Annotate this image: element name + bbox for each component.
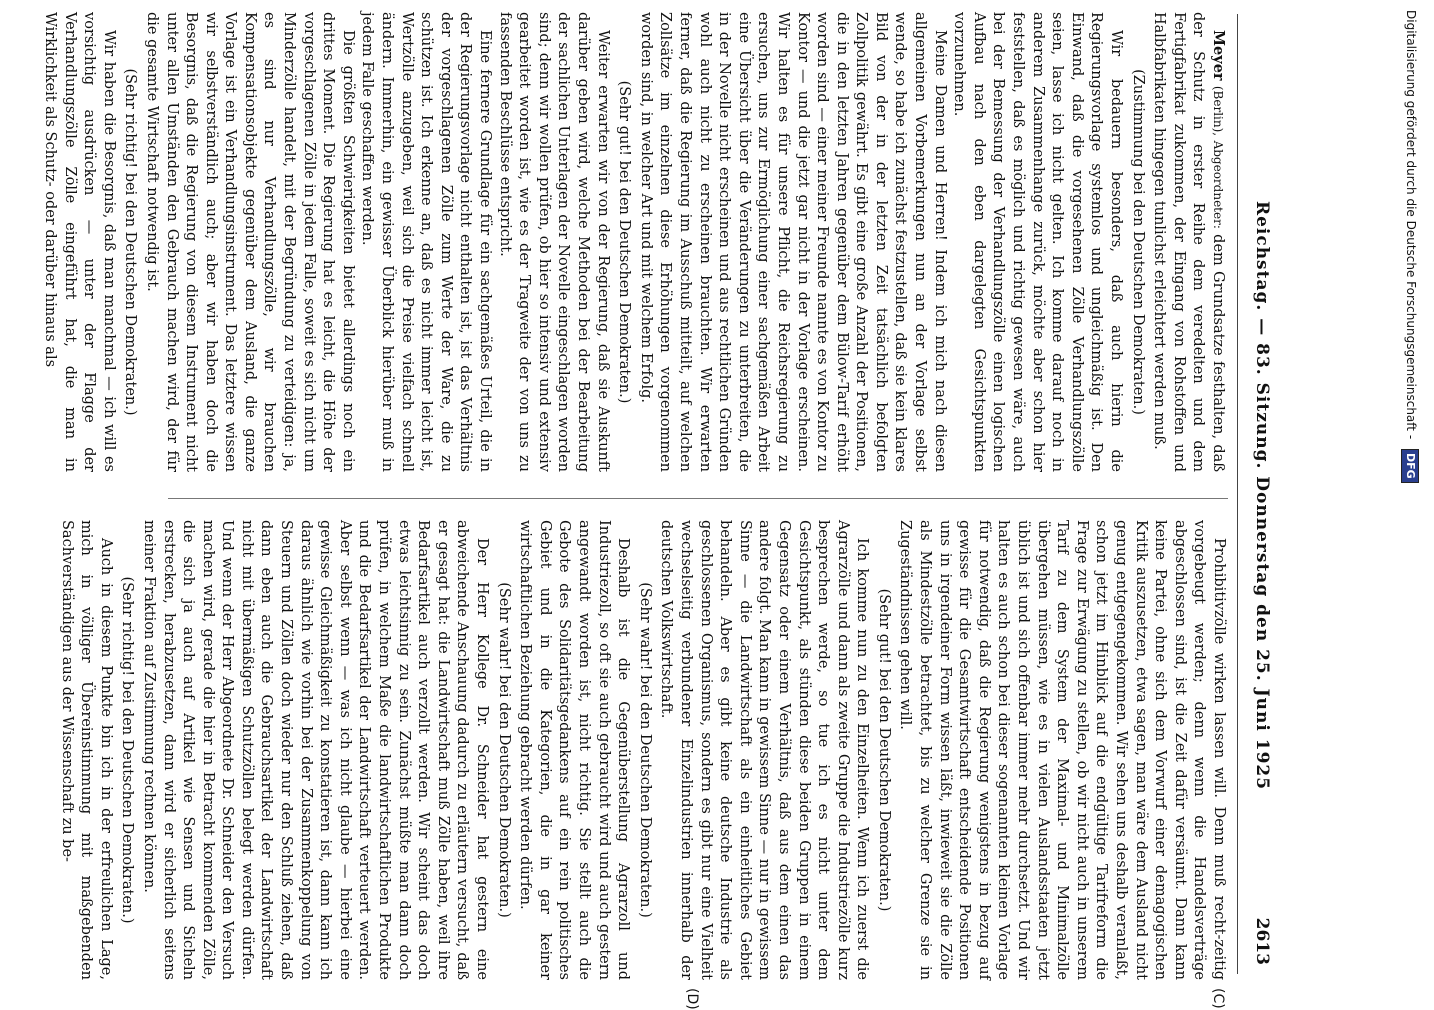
dfg-logo: DFG bbox=[1401, 449, 1419, 483]
interjection: (Sehr richtig! bei den Deutschen Demokraten.) bbox=[122, 68, 139, 416]
paragraph: Auch in diesem Punkte bin ich in der erfreulichen Lage, mich in völliger Übereinstimmung mit maßgebenden Sachverständigen aus der Wissenschaft zu be- bbox=[58, 520, 114, 980]
paragraph: Wir haben die Besorgnis, daß man manchmal — ich will es vorsichtig ausdrücken — unter der Flagge der Verhandlungszölle Zölle eingeführt hat, die man in Wirklichkeit als Schutz- oder darüber hinaus als bbox=[41, 12, 117, 472]
margin-mark-d: (D) bbox=[684, 988, 700, 1010]
margin-mark-c: (C) bbox=[1210, 988, 1226, 1009]
interjection: (Sehr gut! bei den Deutschen Demokraten.) bbox=[616, 80, 633, 404]
header-rule bbox=[1237, 14, 1238, 974]
header-title: Reichstag. — 83. Sitzung. Donnerstag den 25. Juni 1925 bbox=[1252, 200, 1272, 791]
paragraph: Wir bedauern besonders, daß auch hierin die Regierungsvorlage systemlos und ungleichmäßig ist. Den Einwand, daß die vorgesehenen Zölle Verhandlungszölle seien, lasse ich nicht gelten. Ich komme darauf noch in anderem Zusammenhange zurück, möchte aber schon hier feststellen, daß es möglich und richtig gewesen wäre, auch bei der Bemessung der Verhandlungszölle einen logischen Aufbau nach den eben dargelegten Gesichtspunkten vorzunehmen. bbox=[951, 12, 1125, 472]
interjection: (Sehr wahr! bei den Deutschen Demokraten.) bbox=[636, 582, 653, 918]
paragraph-text: dem Grundsatze festhalten, daß der Schutz in erster Reihe dem veredelten und dem Fertigfabrikat zukommen, der Eingang von Rohstoffen und Halbfabrikaten hingegen tunlichst erleichtert werden muß. bbox=[1151, 12, 1226, 473]
interjection: (Zustimmung bei den Deutschen Demokraten.) bbox=[1129, 69, 1146, 415]
speaker-note: (Berlin), Abgeordneter: bbox=[1211, 85, 1225, 229]
page-number: 2613 bbox=[1252, 917, 1272, 965]
paragraph: Eine fernere Grundlage für ein sachgemäßes Urteil, die in der Regierungsvorlage nicht enthalten ist, ist das Verhältnis der vorgeschlagenen Zölle zum Werte der Ware, die zu schützen ist. Ich erkenne an, daß es nicht immer leicht ist, Wertzölle anzugeben, weil sich die Preise vielfach schnell ändern. Immerhin, ein gewisser Überblick hierüber muß in jedem Falle geschaffen werden. bbox=[359, 12, 494, 472]
digitization-credit bbox=[1397, 10, 1425, 992]
paragraph: Ich komme nun zu den Einzelheiten. Wenn ich zuerst die Agrarzölle und dann als zweite Gruppe die Industriezölle kurz besprechen werde, so tue ich es nicht unter dem Gesichtspunkt, als stünden diese beiden Gruppen in einem Gegensatz oder einem Verhältnis, daß aus dem einen das andere folgt. Man kann in gewissem Sinne — nur in gewissem Sinne — die Landwirtschaft als ein einheitliches Gebiet behandeln. Aber es gibt keine deutsche Industrie als geschlossenen Organismus, sondern es gibt nur eine Vielheit wechselseitig verbundener Einzelindustrien innerhalb der deutschen Volkswirtschaft. bbox=[658, 520, 871, 980]
column-divider bbox=[168, 498, 1228, 499]
page-header bbox=[1238, 8, 1278, 983]
speaker-paragraph bbox=[1149, 12, 1228, 472]
interjection: (Sehr wahr! bei den Deutschen Demokraten.) bbox=[495, 582, 512, 918]
paragraph: Der Herr Kollege Dr. Schneider hat gestern eine abweichende Anschauung dadurch zu erläutern versucht, daß er gesagt hat: die Landwirtschaft muß Zölle haben, weil ihre Bedarfsartikel auch verzollt werden. Wir scheint das doch etwas leichtsinnig zu sein. Zunächst müßte man dann doch prüfen, in welchem Maße die landwirtschaftlichen Produkte und die Bedarfsartikel der Landwirtschaft verteuert werden. Aber selbst wenn — was ich nicht glaube — hierbei eine gewisse Gleichmäßigkeit zu konstatieren ist, dann kann ich daraus ähnlich wie vorhin bei der Zusammenkoppelung von Steuern und Zöllen doch wieder nur den Schluß ziehen, daß dann eben auch die Gebrauchsartikel der Landwirtschaft nicht mit übermäßigen Schutzzöllen belegt werden dürfen. Und wenn der Herr Abgeordnete Dr. Schneider den Versuch machen wird, gerade die hier in Betracht kommenden Zölle, die sich ja auch auf Artikel wie Sensen und Sicheln erstrecken, herabzusetzen, dann wird er sicherlich seitens meiner Fraktion auf Zustimmung rechnen können. bbox=[140, 520, 491, 980]
left-text-column bbox=[39, 12, 1228, 472]
paragraph: Prohibitivzölle wirken lassen will. Denn muß recht-zeitig vorgebeugt werden; denn wenn die Handelsverträge abgeschlossen sind, ist die Zeit dafür versäumt. Dann kann keine Partei, ohne sich dem Vorwurf einer demagogischen Kritik auszusetzen, etwa sagen, man wäre dem Ausland nicht genug entgegengekommen. Wir sehen uns deshalb veranlaßt, schon jetzt im Hinblick auf die endgültige Tarifreform die Frage zur Erwägung zu stellen, ob wir nicht auch in unserem Tarif zu dem System der Maximal- und Minimalzölle übergehen müssen, wie es in vielen Auslandsstaaten jetzt üblich ist und sich offenbar immer mehr durchsetzt. Und wir halten es auch schon bei dieser sogenannten kleinen Vorlage für notwendig, daß die Regierung wenigstens in bezug auf gewisse für die Gesamtwirtschaft entscheidende Positionen uns in irgendeiner Form wissen läßt, inwieweit sie die Zölle als Mindestzölle betrachtet, bis zu welcher Grenze sie in Zugeständnissen gehen will. bbox=[897, 520, 1227, 980]
right-text-column bbox=[56, 520, 1228, 980]
paragraph: Deshalb ist die Gegenüberstellung Agrarzoll und Industriezoll, so oft sie auch gebraucht wird und auch gestern angewandt worden ist, nicht richtig. Sie stellt auch die Gebote des Solidaritätsgedankens auf ein rein politisches Gebiet und in die Kategorien, die in gar keiner wirtschaftlichen Beziehung gebracht werden dürfen. bbox=[517, 520, 632, 980]
paragraph: Die größten Schwierigkeiten bietet allerdings noch ein drittes Moment. Die Regierung hat es leicht, die Höhe der vorgeschlagenen Zölle in jedem Falle, soweit es sich nicht um Minderzölle handelt, mit der Begründung zu verteidigen: ja, es sind nur Verhandlungszölle, wir brauchen Kompensationsobjekte gegenüber dem Ausland, die ganze Vorlage ist ein Verhandlungsinstrument. Das letztere wissen wir selbstverständlich auch; aber wir haben doch die Besorgnis, daß die Regierung von diesem Instrument nicht unter allen Umständen den Gebrauch machen wird, der für die gesamte Wirtschaft notwendig ist. bbox=[143, 12, 356, 472]
rotated-document-page bbox=[0, 8, 1290, 1010]
paragraph: Weiter erwarten wir von der Regierung, daß sie Auskunft darüber geben wird, welche Methoden bei der Bearbeitung der sachlichen Unterlagen der Novelle eingeschlagen worden sind; denn wir wollen prüfen, ob hier so intensiv und extensiv gearbeitet worden ist, wie es der Tragweite der von uns zu fassenden Beschlüsse entspricht. bbox=[496, 12, 611, 472]
interjection: (Sehr gut! bei den Deutschen Demokraten.) bbox=[875, 588, 892, 912]
interjection: (Sehr richtig! bei den Deutschen Demokraten.) bbox=[119, 576, 136, 924]
speaker-name: Meyer bbox=[1210, 30, 1227, 81]
credit-text: Digitalisierung gefördert durch die Deutsche Forschungsgemeinschaft - bbox=[1404, 10, 1418, 440]
paragraph: Meine Damen und Herren! Indem ich mich nach diesen allgemeinen Vorbemerkungen nun an der Vorlage selbst wende, so habe ich zunächst festzustellen, daß sie kein klares Bild von der in der letzten Zeit tatsächlich befolgten Zollpolitik gewährt. Es gibt eine große Anzahl der Positionen, die in den letzten Jahren gegenüber dem Bülow-Tarif erhöht worden sind — einer meiner Freunde nannte es von Kontor zu Kontor — und die jetzt gar nicht in der Vorlage erscheinen. Wir halten es für unsere Pflicht, die Reichsregierung zu ersuchen, uns zur Ermöglichung einer sachgemäßen Arbeit eine Übersicht über die Veränderungen zu unterbreiten, die in der Novelle nicht erscheinen und aus rechtlichen Gründen wohl auch nicht zu erscheinen brauchten. Wir erwarten ferner, daß die Regierung im Ausschuß mitteilt, auf welchen Zollsätze im einzelnen diese Erhöhungen vorgenommen worden sind, in welcher Art und mit welchem Erfolg. bbox=[637, 12, 948, 472]
